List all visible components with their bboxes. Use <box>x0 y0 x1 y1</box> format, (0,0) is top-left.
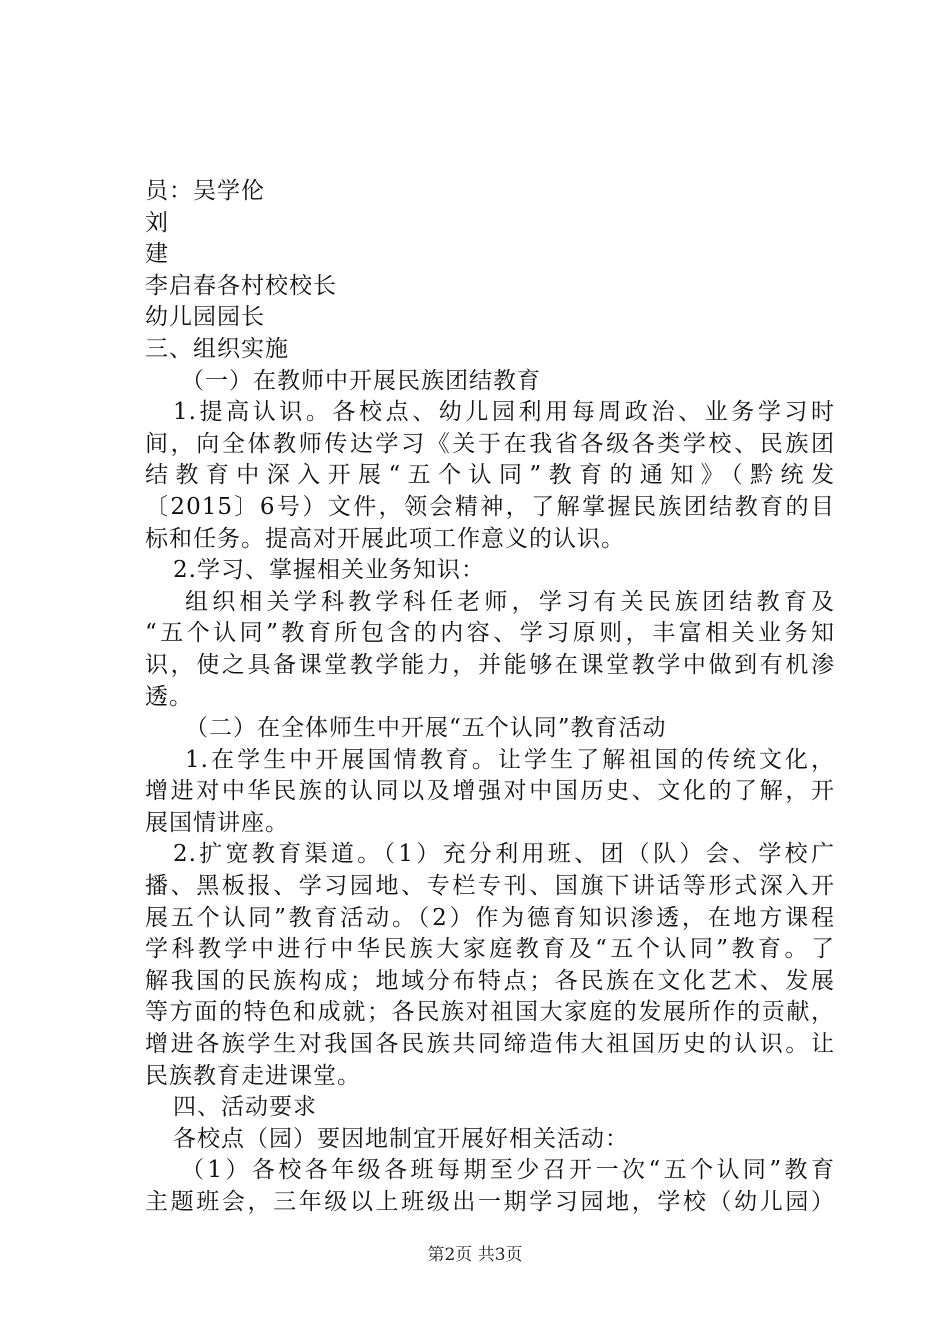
text-line: 李启春各村校校长 <box>145 272 337 299</box>
section-heading: 四、活动要求 <box>173 1094 317 1121</box>
paragraph-line: 增进各族学生对我国各民族共同缔造伟大祖国历史的认识。让 <box>145 1031 835 1058</box>
paragraph-line: 民族教育走进课堂。 <box>145 1062 361 1089</box>
text-line: 员：吴学伦 <box>145 178 265 204</box>
paragraph-line: 透。 <box>145 683 193 710</box>
page-footer <box>0 1240 950 1265</box>
paragraph-line: 组织相关学科教学科任老师，学习有关民族团结教育及 <box>185 588 835 615</box>
page-number-label: 第2页 共3页 <box>427 1245 523 1265</box>
text-line: 刘 <box>145 209 169 236</box>
paragraph-line: 1.提高认识。各校点、幼儿园利用每周政治、业务学习时 <box>173 399 835 426</box>
subsection-heading: （一）在教师中开展民族团结教育 <box>181 367 541 394</box>
paragraph-line: 识，使之具备课堂教学能力，并能够在课堂教学中做到有机渗 <box>145 651 835 678</box>
paragraph-line: 学科教学中进行中华民族大家庭教育及“五个认同”教育。了 <box>145 936 835 963</box>
paragraph-line: 增进对中华民族的认同以及增强对中国历史、文化的了解，开 <box>145 778 835 805</box>
paragraph-line: 展五个认同”教育活动。（2）作为德育知识渗透，在地方课程 <box>145 904 835 931</box>
subsection-heading: （二）在全体师生中开展“五个认同”教育活动 <box>185 715 667 742</box>
paragraph-line: 解我国的民族构成；地域分布特点；各民族在文化艺术、发展 <box>145 967 835 994</box>
paragraph-line: 主题班会，三年级以上班级出一期学习园地，学校（幼儿园） <box>145 1189 835 1215</box>
document-body <box>145 176 835 1219</box>
paragraph-line: 展国情讲座。 <box>145 809 289 836</box>
paragraph-line: 标和任务。提高对开展此项工作意义的认识。 <box>145 525 625 552</box>
text-line: 幼儿园园长 <box>145 304 265 331</box>
paragraph-line: 〔2015〕6号）文件，领会精神，了解掌握民族团结教育的目 <box>145 493 835 520</box>
section-heading: 三、组织实施 <box>145 335 289 362</box>
paragraph-line: “五个认同”教育所包含的内容、学习原则，丰富相关业务知 <box>145 620 835 647</box>
paragraph-line: （1）各校各年级各班每期至少召开一次“五个认同”教育 <box>181 1157 835 1184</box>
text-line: 建 <box>145 241 169 268</box>
paragraph-line: 2.扩宽教育渠道。（1）充分利用班、团（队）会、学校广 <box>173 841 835 868</box>
paragraph-line: 2.学习、掌握相关业务知识： <box>173 557 485 584</box>
paragraph-line: 结教育中深入开展“五个认同”教育的通知》（黔统发 <box>145 462 835 489</box>
paragraph-line: 间，向全体教师传达学习《关于在我省各级各类学校、民族团 <box>145 430 835 457</box>
paragraph-line: 等方面的特色和成就；各民族对祖国大家庭的发展所作的贡献， <box>145 999 835 1026</box>
paragraph-line: 播、黑板报、学习园地、专栏专刊、国旗下讲话等形式深入开 <box>145 873 835 900</box>
paragraph-line: 各校点（园）要因地制宜开展好相关活动： <box>173 1125 629 1152</box>
paragraph-line: 1.在学生中开展国情教育。让学生了解祖国的传统文化， <box>185 746 835 773</box>
